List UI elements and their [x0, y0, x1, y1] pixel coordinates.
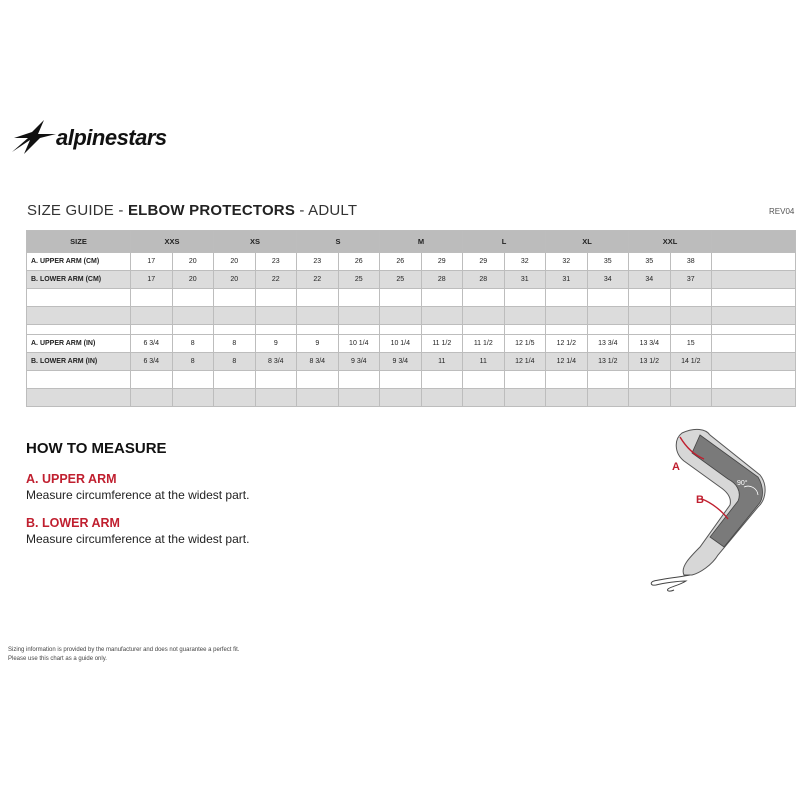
table-cell	[670, 371, 712, 389]
table-cell	[463, 289, 505, 307]
table-cell	[421, 371, 463, 389]
table-cell	[546, 289, 588, 307]
table-cell: 12 1/4	[504, 353, 546, 371]
table-cell	[131, 389, 173, 407]
table-cell: 32	[504, 253, 546, 271]
size-header-xs: XS	[214, 231, 297, 253]
table-cell: 34	[629, 271, 671, 289]
table-cell	[712, 325, 796, 335]
table-cell	[587, 307, 629, 325]
page-title: SIZE GUIDE - ELBOW PROTECTORS - ADULT	[27, 202, 358, 219]
table-cell: 35	[587, 253, 629, 271]
table-cell	[587, 389, 629, 407]
lower-arm-desc: Measure circumference at the widest part.	[26, 532, 250, 546]
table-row	[27, 289, 796, 307]
table-cell	[255, 325, 297, 335]
size-chart-table	[26, 230, 796, 407]
table-cell: 12 1/2	[546, 335, 588, 353]
table-row	[27, 325, 796, 335]
table-cell	[504, 325, 546, 335]
table-cell	[712, 289, 796, 307]
table-cell	[546, 389, 588, 407]
row-label	[27, 289, 131, 307]
table-row	[27, 371, 796, 389]
table-cell	[712, 271, 796, 289]
table-cell: 15	[670, 335, 712, 353]
table-cell	[670, 325, 712, 335]
table-cell	[670, 307, 712, 325]
table-cell: 20	[214, 253, 256, 271]
disclaimer-line-2: Please use this chart as a guide only.	[8, 656, 107, 662]
table-cell: 17	[131, 253, 173, 271]
table-cell	[131, 307, 173, 325]
table-cell: 13 3/4	[587, 335, 629, 353]
table-cell	[131, 371, 173, 389]
table-cell: 8	[172, 353, 214, 371]
table-cell: 20	[172, 271, 214, 289]
table-cell: 29	[421, 253, 463, 271]
table-cell	[297, 307, 339, 325]
table-cell: 34	[587, 271, 629, 289]
table-cell	[297, 371, 339, 389]
table-cell	[255, 289, 297, 307]
table-row	[27, 253, 796, 271]
table-cell	[629, 325, 671, 335]
table-cell	[463, 371, 505, 389]
table-cell	[421, 289, 463, 307]
table-cell	[380, 325, 422, 335]
table-cell: 11	[463, 353, 505, 371]
table-cell	[504, 371, 546, 389]
table-cell: 8 3/4	[255, 353, 297, 371]
disclaimer-line-1: Sizing information is provided by the manufacturer and does not guarantee a perfect fit.	[8, 647, 240, 653]
row-label	[27, 389, 131, 407]
table-cell: 8 3/4	[297, 353, 339, 371]
table-cell: 8	[214, 335, 256, 353]
table-cell	[214, 371, 256, 389]
table-cell	[172, 389, 214, 407]
table-cell: 29	[463, 253, 505, 271]
row-label: A. UPPER ARM (IN)	[27, 335, 131, 353]
table-cell	[546, 307, 588, 325]
table-cell	[380, 389, 422, 407]
row-label	[27, 325, 131, 335]
table-cell: 6 3/4	[131, 335, 173, 353]
table-cell	[504, 389, 546, 407]
table-cell	[587, 371, 629, 389]
table-cell: 11 1/2	[421, 335, 463, 353]
table-cell: 11	[421, 353, 463, 371]
table-cell	[172, 325, 214, 335]
arm-measurement-diagram	[640, 425, 770, 595]
table-cell	[629, 289, 671, 307]
row-label: A. UPPER ARM (CM)	[27, 253, 131, 271]
size-header-xxs: XXS	[131, 231, 214, 253]
table-cell: 23	[297, 253, 339, 271]
table-cell: 13 1/2	[629, 353, 671, 371]
table-cell: 13 1/2	[587, 353, 629, 371]
table-cell	[629, 307, 671, 325]
table-row	[27, 307, 796, 325]
table-cell: 14 1/2	[670, 353, 712, 371]
table-cell: 17	[131, 271, 173, 289]
upper-arm-desc: Measure circumference at the widest part.	[26, 488, 250, 502]
table-cell	[338, 307, 380, 325]
table-cell	[172, 307, 214, 325]
size-header-l: L	[463, 231, 546, 253]
table-cell: 31	[504, 271, 546, 289]
table-cell: 28	[463, 271, 505, 289]
table-cell: 23	[255, 253, 297, 271]
table-cell	[214, 325, 256, 335]
diagram-label-b: B	[696, 494, 704, 506]
revision-code: REV04	[769, 207, 795, 216]
table-cell: 8	[214, 353, 256, 371]
table-cell	[587, 325, 629, 335]
table-cell: 25	[380, 271, 422, 289]
table-cell: 32	[546, 253, 588, 271]
row-label	[27, 307, 131, 325]
table-cell	[670, 389, 712, 407]
table-cell	[338, 371, 380, 389]
table-cell	[587, 289, 629, 307]
table-cell	[297, 289, 339, 307]
size-header-m: M	[380, 231, 463, 253]
alpinestars-star-icon	[10, 118, 58, 158]
table-cell: 6 3/4	[131, 353, 173, 371]
table-cell: 26	[338, 253, 380, 271]
table-cell	[421, 307, 463, 325]
table-cell: 26	[380, 253, 422, 271]
row-label: B. LOWER ARM (CM)	[27, 271, 131, 289]
diagram-label-a: A	[672, 461, 680, 473]
upper-arm-title: A. UPPER ARM	[26, 472, 117, 486]
size-header-row	[27, 231, 796, 253]
table-cell: 12 1/5	[504, 335, 546, 353]
table-cell	[670, 289, 712, 307]
table-cell: 31	[546, 271, 588, 289]
table-cell	[629, 389, 671, 407]
table-cell	[463, 307, 505, 325]
table-cell	[504, 289, 546, 307]
table-cell	[380, 289, 422, 307]
table-row	[27, 353, 796, 371]
table-cell: 20	[172, 253, 214, 271]
table-cell: 38	[670, 253, 712, 271]
table-cell: 25	[338, 271, 380, 289]
table-cell	[338, 389, 380, 407]
table-cell	[131, 289, 173, 307]
table-cell	[255, 389, 297, 407]
row-label	[27, 371, 131, 389]
table-row	[27, 389, 796, 407]
table-cell	[338, 325, 380, 335]
table-cell: 28	[421, 271, 463, 289]
table-cell	[712, 253, 796, 271]
table-cell	[712, 353, 796, 371]
table-cell	[338, 289, 380, 307]
table-cell	[214, 307, 256, 325]
table-cell: 35	[629, 253, 671, 271]
table-cell	[172, 289, 214, 307]
table-cell: 20	[214, 271, 256, 289]
brand-logo	[10, 118, 195, 158]
table-cell	[131, 325, 173, 335]
diagram-angle-label: 90°	[737, 480, 748, 487]
table-cell	[546, 371, 588, 389]
table-cell	[380, 371, 422, 389]
table-cell: 12 1/4	[546, 353, 588, 371]
table-cell: 22	[297, 271, 339, 289]
table-cell: 22	[255, 271, 297, 289]
table-cell: 13 3/4	[629, 335, 671, 353]
table-row	[27, 271, 796, 289]
table-cell: 11 1/2	[463, 335, 505, 353]
brand-wordmark: alpinestars	[56, 125, 167, 150]
table-cell: 8	[172, 335, 214, 353]
table-cell	[463, 389, 505, 407]
table-cell	[463, 325, 505, 335]
table-cell	[546, 325, 588, 335]
table-cell	[712, 371, 796, 389]
table-cell	[214, 389, 256, 407]
table-cell	[421, 325, 463, 335]
table-cell: 10 1/4	[338, 335, 380, 353]
table-cell: 9	[255, 335, 297, 353]
table-cell	[255, 307, 297, 325]
table-cell: 9 3/4	[338, 353, 380, 371]
table-cell	[504, 307, 546, 325]
table-cell	[712, 307, 796, 325]
table-cell: 9 3/4	[380, 353, 422, 371]
size-header-label: SIZE	[27, 231, 131, 253]
table-cell	[214, 289, 256, 307]
how-to-measure-heading: HOW TO MEASURE	[26, 440, 167, 457]
size-header-xl: XL	[546, 231, 629, 253]
table-cell: 10 1/4	[380, 335, 422, 353]
table-cell: 37	[670, 271, 712, 289]
table-cell	[172, 371, 214, 389]
table-cell: 9	[297, 335, 339, 353]
table-cell	[712, 389, 796, 407]
table-cell	[297, 389, 339, 407]
row-label: B. LOWER ARM (IN)	[27, 353, 131, 371]
table-row	[27, 335, 796, 353]
table-cell	[629, 371, 671, 389]
table-cell	[297, 325, 339, 335]
table-cell	[255, 371, 297, 389]
size-header-empty	[712, 231, 796, 253]
table-cell	[421, 389, 463, 407]
lower-arm-title: B. LOWER ARM	[26, 516, 120, 530]
table-cell	[712, 335, 796, 353]
table-cell	[380, 307, 422, 325]
size-header-s: S	[297, 231, 380, 253]
size-header-xxl: XXL	[629, 231, 712, 253]
